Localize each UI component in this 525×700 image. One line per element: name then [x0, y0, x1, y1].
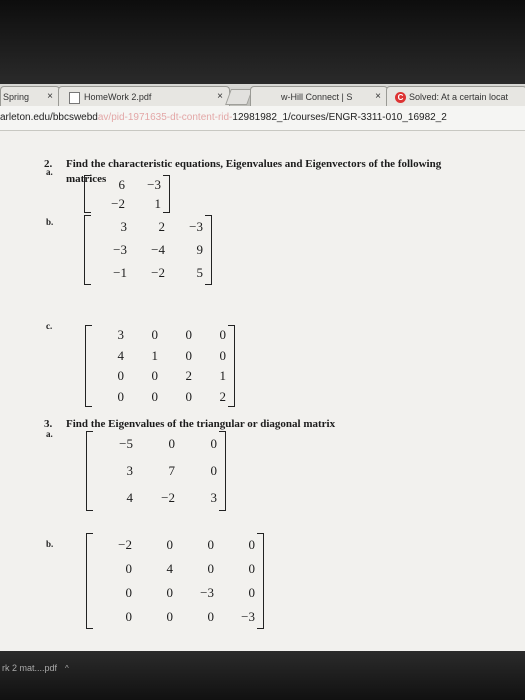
matrix-right-bracket: [228, 325, 235, 407]
q2c-label: c.: [46, 321, 53, 331]
matrix-cell: 0: [210, 436, 217, 452]
matrix-cell: 3: [117, 327, 124, 343]
tab-spring[interactable]: [0, 86, 60, 107]
matrix-left-bracket: [84, 215, 91, 285]
matrix-cell: −2: [151, 265, 165, 281]
close-icon[interactable]: ×: [375, 91, 381, 102]
q3-number: 3.: [44, 418, 53, 430]
matrix-cell: 0: [248, 537, 255, 552]
matrix-cell: −3: [113, 242, 127, 257]
tab-homework-pdf[interactable]: [58, 86, 230, 107]
q2-number: 2.: [44, 158, 53, 170]
matrix-cell: 1: [219, 368, 226, 384]
chegg-icon: C: [395, 92, 406, 103]
matrix-cell: 0: [166, 585, 173, 600]
matrix-cell: 0: [117, 388, 124, 404]
matrix-cell: 5: [196, 265, 203, 281]
matrix-cell: −1: [113, 265, 127, 281]
download-item[interactable]: [2, 663, 69, 673]
document-icon: [69, 92, 80, 104]
tab-connect-label: w-Hill Connect | S: [281, 92, 353, 102]
matrix-cell: 0: [125, 585, 132, 600]
matrix-left-bracket: [86, 533, 93, 629]
matrix-right-bracket: [163, 175, 170, 213]
matrix-2c: [85, 325, 235, 407]
q3b-label: b.: [46, 539, 54, 549]
matrix-right-bracket: [205, 215, 212, 285]
matrix-3b: [86, 533, 264, 629]
matrix-2b: [84, 215, 212, 285]
new-tab-button[interactable]: [225, 89, 253, 105]
q2-line2: matrices: [66, 173, 107, 185]
matrix-cell: 2: [185, 368, 192, 384]
matrix-cell: 3: [210, 489, 217, 505]
close-icon[interactable]: ×: [47, 91, 53, 102]
matrix-cell: 4: [117, 347, 124, 363]
matrix-cell: 0: [248, 561, 255, 576]
matrix-cell: 4: [126, 489, 133, 505]
q2b-label: b.: [46, 217, 54, 227]
matrix-left-bracket: [84, 175, 91, 213]
tab-homework-label: HomeWork 2.pdf: [84, 92, 152, 102]
matrix-cell: 2: [158, 218, 165, 234]
matrix-cell: −3: [200, 585, 214, 600]
matrix-cell: −2: [111, 195, 125, 211]
matrix-right-bracket: [257, 533, 264, 629]
matrix-cell: 0: [125, 561, 132, 576]
pdf-document: [0, 131, 525, 651]
matrix-cell: 1: [154, 195, 161, 211]
download-bar: [0, 651, 525, 700]
matrix-cell: −2: [118, 537, 132, 552]
matrix-cell: 0: [185, 388, 192, 404]
matrix-cell: 0: [219, 327, 226, 343]
matrix-cell: 0: [151, 388, 158, 404]
matrix-cell: −3: [241, 609, 255, 624]
matrix-cell: 0: [151, 327, 158, 343]
matrix-cell: −3: [189, 218, 203, 234]
matrix-cell: 0: [166, 537, 173, 552]
matrix-cell: 0: [207, 561, 214, 576]
matrix-cell: 1: [151, 347, 158, 363]
download-filename: rk 2 mat....pdf: [2, 663, 58, 673]
browser-tab-bar: [0, 84, 525, 106]
matrix-cell: 7: [168, 463, 175, 478]
matrix-cell: −5: [119, 436, 133, 452]
q3a-label: a.: [46, 429, 53, 439]
matrix-left-bracket: [86, 431, 93, 511]
url-prefix: arleton.edu/bbcswebd: [0, 112, 98, 123]
matrix-cell: 0: [185, 347, 192, 363]
matrix-cell: −4: [151, 242, 165, 257]
matrix-right-bracket: [219, 431, 226, 511]
matrix-cell: −3: [147, 176, 161, 192]
matrix-cell: 0: [166, 609, 173, 624]
matrix-cell: 0: [117, 368, 124, 384]
matrix-cell: −2: [161, 489, 175, 505]
address-bar[interactable]: [0, 106, 525, 131]
matrix-cell: 0: [248, 585, 255, 600]
close-icon[interactable]: ×: [217, 91, 223, 102]
url-suffix: 12981982_1/courses/ENGR-3311-010_16982_2: [232, 112, 447, 123]
matrix-3a: [86, 431, 226, 511]
matrix-2a: [84, 175, 170, 213]
tab-connect[interactable]: [250, 86, 388, 107]
matrix-cell: 0: [210, 463, 217, 478]
q3-line1: Find the Eigenvalues of the triangular or diagonal matrix: [66, 418, 336, 430]
matrix-left-bracket: [85, 325, 92, 407]
matrix-cell: 0: [185, 327, 192, 343]
matrix-cell: 9: [196, 242, 203, 257]
chevron-up-icon[interactable]: ^: [65, 664, 69, 673]
matrix-cell: 2: [219, 388, 226, 404]
q2a-label: a.: [46, 167, 53, 177]
matrix-cell: 0: [125, 609, 132, 624]
url-faded: av/pid-1971635-dt-content-rid-: [97, 112, 233, 123]
dark-top-area: [0, 0, 525, 84]
q2-line1: Find the characteristic equations, Eigenvalues and Eigenvectors of the following: [66, 158, 442, 170]
tab-spring-label: Spring: [3, 92, 30, 102]
matrix-cell: 6: [118, 176, 125, 192]
tab-solved[interactable]: [386, 86, 525, 107]
matrix-cell: 0: [207, 537, 214, 552]
matrix-cell: 3: [120, 218, 127, 234]
tab-solved-label: Solved: At a certain locat: [409, 92, 509, 102]
matrix-cell: 3: [126, 463, 133, 478]
matrix-cell: 0: [168, 436, 175, 452]
matrix-cell: 0: [151, 368, 158, 384]
matrix-cell: 4: [166, 561, 173, 576]
matrix-cell: 0: [207, 609, 214, 624]
matrix-cell: 0: [219, 347, 226, 363]
